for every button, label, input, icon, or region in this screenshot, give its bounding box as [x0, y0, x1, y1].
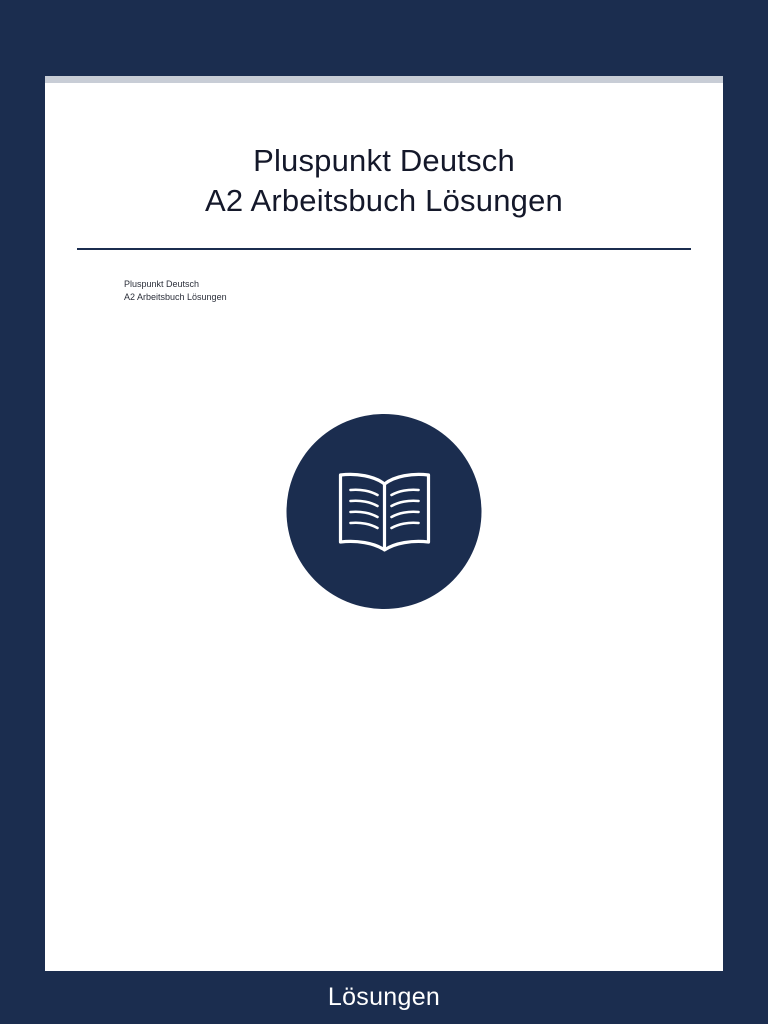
document-meta — [124, 278, 424, 304]
page-title-line-1: Pluspunkt Deutsch — [253, 143, 515, 178]
page-footer — [0, 971, 768, 1024]
document-page — [45, 76, 723, 971]
open-book-icon — [326, 464, 442, 560]
page-title — [45, 141, 723, 221]
page-title-line-2: A2 Arbeitsbuch Lösungen — [205, 183, 563, 218]
emblem-circle — [287, 414, 482, 609]
meta-line-2: A2 Arbeitsbuch Lösungen — [124, 292, 227, 302]
page-top-bar — [45, 76, 723, 83]
meta-line-1: Pluspunkt Deutsch — [124, 279, 200, 289]
title-divider — [77, 248, 691, 250]
footer-label: Lösungen — [327, 983, 441, 1011]
